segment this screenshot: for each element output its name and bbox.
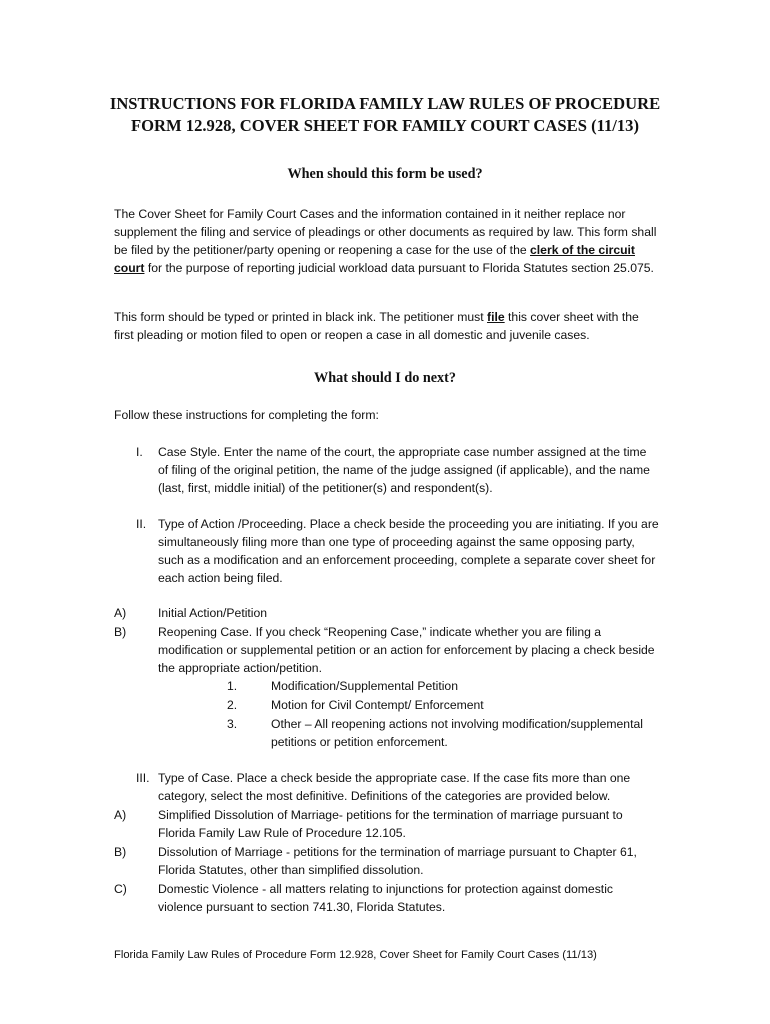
- page-footer: Florida Family Law Rules of Procedure Form 12.928, Cover Sheet for Family Court Cases (11/13): [114, 949, 597, 961]
- list-item-simplified-dissolution: [114, 806, 659, 842]
- list-marker: A): [114, 808, 127, 822]
- list-marker: C): [114, 882, 127, 896]
- section-heading-next: What should I do next?: [314, 370, 456, 386]
- title-line-2: FORM 12.928, COVER SHEET FOR FAMILY COURT CASES (11/13): [130, 116, 640, 135]
- title-line-1: INSTRUCTIONS FOR FLORIDA FAMILY LAW RULES OF PROCEDURE: [109, 94, 661, 113]
- list-item-type-of-case: [114, 769, 659, 805]
- sub-item-number: 1.: [227, 679, 238, 693]
- list-item-text: Initial Action/Petition: [158, 606, 268, 620]
- list-item-reopening-case: [114, 623, 659, 677]
- list-item-text: Case Style. Enter the name of the court, the appropriate case number assigned at the time of filing of the original petition, the name of the judge assigned (if applicable), and the name (last, first, middle initial) of the petitioner(s) and respondent(s).: [158, 445, 650, 495]
- sub-item-other: [227, 715, 657, 751]
- paragraph-text: for the purpose of reporting judicial workload data pursuant to Florida Statutes section 25.075.: [144, 261, 654, 275]
- sub-item-text: Motion for Civil Contempt/ Enforcement: [271, 698, 484, 712]
- paragraph-text: This form should be typed or printed in black ink. The petitioner must: [114, 310, 488, 324]
- sub-item-number: 3.: [227, 717, 238, 731]
- list-item-case-style: [114, 443, 659, 497]
- instructions-intro: Follow these instructions for completing the form:: [114, 408, 379, 422]
- sub-item-text: Modification/Supplemental Petition: [271, 679, 458, 693]
- list-item-initial-action: [114, 604, 659, 622]
- sub-item-modification: [227, 677, 657, 695]
- document-title: [60, 93, 710, 137]
- paragraph-text: The Cover Sheet for Family Court Cases and the information contained in it neither replace nor supplement the filing and service of pleadings or other documents as required by law. This form shall be filed by the petitioner/party opening or reopening a case for the use of the: [114, 207, 657, 257]
- clerk-of-circuit-court-link[interactable]: clerk of the circuit court: [114, 243, 635, 275]
- sub-item-contempt: [227, 696, 657, 714]
- paragraph-filing-instructions: [114, 308, 659, 344]
- list-item-dissolution: [114, 843, 659, 879]
- list-marker: II.: [136, 517, 147, 531]
- sub-item-text: Other – All reopening actions not involving modification/supplemental petitions or petition enforcement.: [271, 717, 643, 749]
- sub-item-number: 2.: [227, 698, 238, 712]
- file-link[interactable]: file: [487, 310, 505, 324]
- list-item-text: Simplified Dissolution of Marriage- petitions for the termination of marriage pursuant to Florida Family Law Rule of Procedure 12.105.: [158, 808, 623, 840]
- section-heading-when: When should this form be used?: [287, 166, 483, 182]
- list-marker: A): [114, 606, 127, 620]
- list-marker: B): [114, 625, 127, 639]
- list-item-type-of-action: [114, 515, 659, 587]
- list-item-text: Domestic Violence - all matters relating to injunctions for protection against domestic violence pursuant to section 741.30, Florida Statutes.: [158, 882, 613, 914]
- list-item-text: Type of Case. Place a check beside the appropriate case. If the case fits more than one category, select the most definitive. Definitions of the categories are provided below.: [158, 771, 631, 803]
- list-marker: B): [114, 845, 127, 859]
- paragraph-text: this cover sheet with the first pleading or motion filed to open or reopen a case in all domestic and juvenile cases.: [114, 310, 639, 342]
- list-item-text: Type of Action /Proceeding. Place a check beside the proceeding you are initiating. If you are simultaneously filing more than one type of proceeding against the same opposing party, such as a modification and an enforcement proceeding, complete a separate cover sheet for each action being filed.: [158, 517, 659, 585]
- list-item-text: Dissolution of Marriage - petitions for the termination of marriage pursuant to Chapter 61, Florida Statutes, other than simplified dissolution.: [158, 845, 637, 877]
- list-marker: I.: [136, 445, 143, 459]
- list-item-domestic-violence: [114, 880, 659, 916]
- list-marker: III.: [136, 771, 150, 785]
- list-item-text: Reopening Case. If you check “Reopening Case,” indicate whether you are filing a modification or supplemental petition or an action for enforcement by placing a check beside the appropriate action/petition.: [158, 625, 655, 675]
- paragraph-cover-sheet-purpose: [114, 205, 659, 277]
